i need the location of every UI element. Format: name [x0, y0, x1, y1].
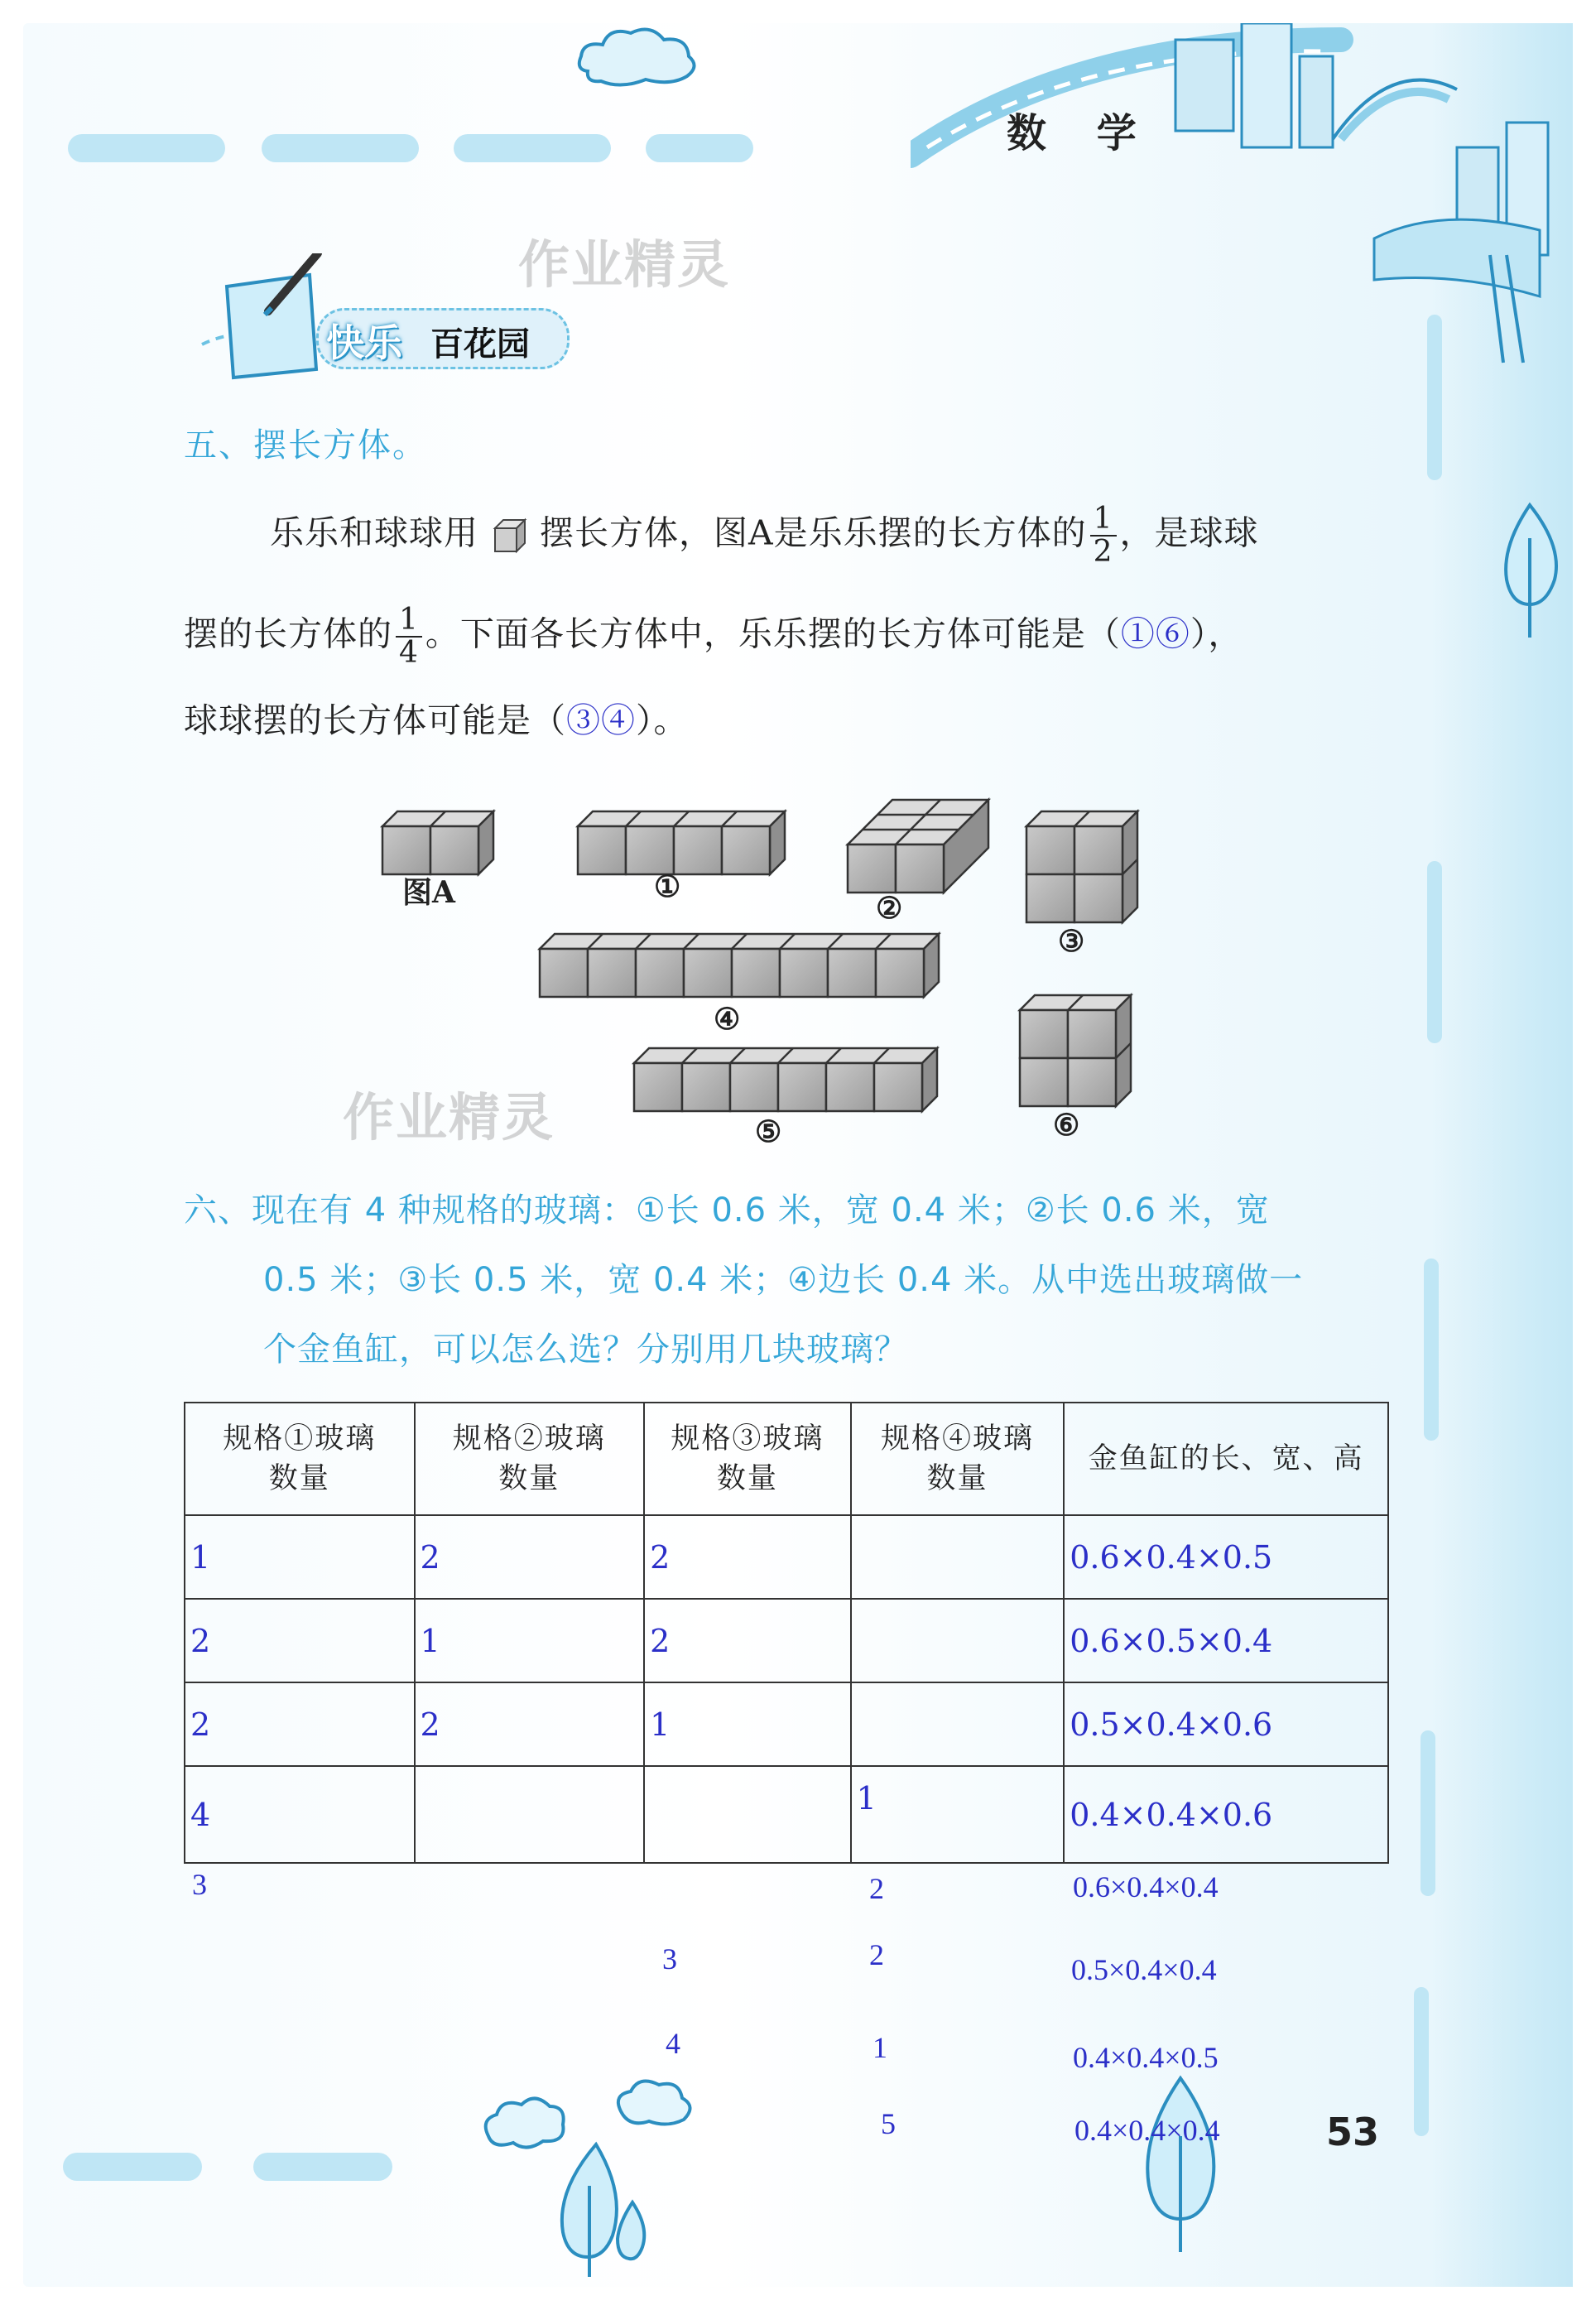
figure-4-cube — [828, 949, 876, 997]
cell — [851, 1682, 1065, 1766]
cell: 4 — [185, 1766, 415, 1863]
figure-1-cube — [626, 826, 674, 874]
figure-2-label: ② — [876, 891, 903, 926]
cell: 0.6×0.4×0.5 — [1064, 1515, 1388, 1599]
text: ）。 — [636, 700, 689, 740]
table-row — [185, 1682, 1388, 1766]
frac-den: 4 — [399, 636, 419, 670]
section6-line1: 六、现在有 4 种规格的玻璃：①长 0.6 米，宽 0.4 米；②长 0.6 米，宽 — [184, 1191, 1270, 1230]
text: ）， — [1190, 614, 1243, 654]
figure-6-label: ⑥ — [1053, 1108, 1080, 1143]
figure-2-cube — [848, 845, 896, 893]
frac-num: 1 — [396, 604, 422, 638]
figure-5-label: ⑤ — [755, 1114, 782, 1149]
figure-1-cube — [674, 826, 722, 874]
banner-title-part2: 百花园 — [430, 325, 530, 363]
cell: 0.5×0.4×0.6 — [1064, 1682, 1388, 1766]
figure-a-label: 图A — [402, 875, 455, 910]
extra-answer: 4 — [666, 2027, 680, 2060]
figure-4-cube — [540, 949, 588, 997]
extra-answer: 0.5×0.4×0.4 — [1071, 1953, 1217, 1986]
text: ，是球球 — [1119, 513, 1259, 553]
figure-4-cube — [636, 949, 684, 997]
text: 球球摆的长方体可能是（ — [184, 700, 566, 740]
figure-1-label: ① — [654, 869, 681, 904]
figure-3-cube — [1074, 826, 1122, 874]
banner-title-part1: 快乐 — [326, 320, 402, 365]
table-header-row — [185, 1403, 1388, 1515]
watermark: 作业精灵 — [343, 1087, 555, 1148]
glass-table — [184, 1402, 1389, 1864]
section6-line3: 个金鱼缸，可以怎么选？分别用几块玻璃？ — [263, 1331, 908, 1369]
header-spec4: 规格④玻璃 数量 — [851, 1403, 1065, 1515]
text: 摆的长方体的 — [184, 614, 392, 654]
frac-num: 1 — [1090, 503, 1117, 537]
answer-lele: ①⑥ — [1120, 614, 1190, 654]
cell: 1 — [185, 1515, 415, 1599]
figure-6-cube — [1068, 1010, 1116, 1058]
cell: 2 — [644, 1599, 851, 1682]
figure-5-cube — [634, 1063, 682, 1111]
extra-answer: 0.4×0.4×0.4 — [1074, 2114, 1220, 2147]
figure-5-cube — [874, 1063, 922, 1111]
cell: 0.6×0.5×0.4 — [1064, 1599, 1388, 1682]
figure-4-cube — [684, 949, 732, 997]
figure-6-cube — [1020, 1010, 1068, 1058]
figure-6-cube — [1020, 1058, 1068, 1106]
section6-line2: 0.5 米；③长 0.5 米，宽 0.4 米；④边长 0.4 米。从中选出玻璃做一 — [263, 1261, 1304, 1299]
extra-answer: 3 — [192, 1868, 207, 1901]
extra-answer: 3 — [662, 1942, 677, 1976]
answer-qiuqiu: ③④ — [566, 700, 636, 740]
figure-a-cube — [430, 826, 478, 874]
section6-question — [184, 1176, 1409, 1384]
extra-answer: 2 — [869, 1872, 884, 1905]
cell — [851, 1599, 1065, 1682]
cell: 2 — [185, 1599, 415, 1682]
table-row — [185, 1515, 1388, 1599]
header-spec2: 规格②玻璃 数量 — [415, 1403, 645, 1515]
figure-1-cube — [722, 826, 770, 874]
cell: 2 — [644, 1515, 851, 1599]
figure-5-cube — [682, 1063, 730, 1111]
text: 摆长方体，图A是乐乐摆的长方体的 — [540, 513, 1087, 553]
cell: 2 — [415, 1515, 645, 1599]
figure-4-label: ④ — [714, 1002, 741, 1037]
table-row — [185, 1599, 1388, 1682]
figure-4-cube — [588, 949, 636, 997]
table-row — [185, 1766, 1388, 1863]
section5-title: 五、摆长方体。 — [184, 426, 427, 464]
cell: 2 — [185, 1682, 415, 1766]
figure-5-cube — [778, 1063, 826, 1111]
header-dimensions: 金鱼缸的长、宽、高 — [1064, 1403, 1388, 1515]
cell — [644, 1766, 851, 1863]
extra-answer: 1 — [873, 2031, 887, 2064]
extra-answer: 5 — [881, 2107, 896, 2140]
extra-answer: 2 — [869, 1938, 884, 1971]
figure-a-cube — [382, 826, 430, 874]
cell — [415, 1766, 645, 1863]
watermark: 作业精灵 — [518, 234, 731, 295]
figure-5-cube — [730, 1063, 778, 1111]
figure-3-cube — [1074, 874, 1122, 922]
cell — [851, 1515, 1065, 1599]
figure-4-cube — [732, 949, 780, 997]
cell: 1 — [851, 1766, 1065, 1863]
figure-3-cube — [1026, 874, 1074, 922]
cell: 1 — [644, 1682, 851, 1766]
cell: 1 — [415, 1599, 645, 1682]
figure-3-label: ③ — [1058, 924, 1085, 959]
figure-2-cube — [896, 845, 944, 893]
figure-4-cube — [780, 949, 828, 997]
frac-den: 2 — [1093, 535, 1113, 569]
extra-answer: 0.4×0.4×0.5 — [1073, 2041, 1219, 2074]
figure-4-cube — [876, 949, 924, 997]
figure-3-cube — [1026, 826, 1074, 874]
subject-title: 数 学 — [1007, 110, 1155, 156]
cell: 2 — [415, 1682, 645, 1766]
header-spec1: 规格①玻璃 数量 — [185, 1403, 415, 1515]
header-spec3: 规格③玻璃 数量 — [644, 1403, 851, 1515]
figure-1-cube — [578, 826, 626, 874]
extra-answer: 0.6×0.4×0.4 — [1073, 1870, 1219, 1903]
text: 乐乐和球球用 — [270, 513, 478, 553]
cell: 0.4×0.4×0.6 — [1064, 1766, 1388, 1863]
text: 。下面各长方体中，乐乐摆的长方体可能是（ — [425, 614, 1121, 654]
figure-6-cube — [1068, 1058, 1116, 1106]
figure-5-cube — [826, 1063, 874, 1111]
page-number: 53 — [1326, 2110, 1380, 2154]
